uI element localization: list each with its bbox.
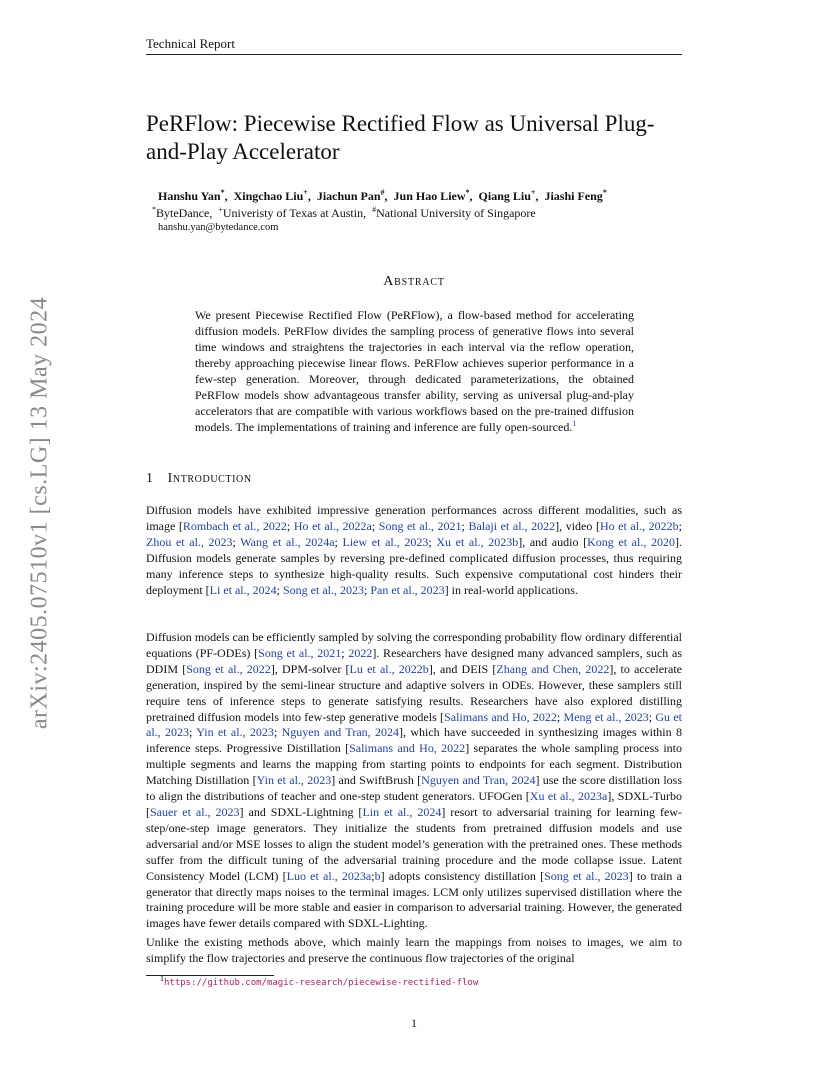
- author-affiliation-mark: *: [220, 188, 225, 197]
- footnote-mark: 1: [160, 974, 164, 983]
- citation-link[interactable]: Ho et al., 2022b: [599, 518, 679, 533]
- abstract-text: We present Piecewise Rectified Flow (PeRFlow), a flow-based method for accelerating diffusion models. PeRFlow divides the sampling process of generative flows into several time windows and straightens the trajectories in each interval via the reflow operation, thereby approaching piecewise linear flows. PeRFlow achieves superior performance in a few-step generation. Moreover, through dedicated parameterizations, the obtained PeRFlow models show advantageous transfer ability, serving as universal plug-and-play accelerators that are compatible with various workflows based on the pre-trained diffusion models. The implementations of training and inference are fully open-sourced.: [195, 308, 634, 434]
- body-text: ;: [341, 645, 349, 660]
- citation-link[interactable]: Song et al., 2022: [186, 661, 271, 676]
- body-text: ], which have succeeded in synthesizing images within 8 inference steps. Progressive Distillation [: [146, 725, 682, 756]
- citation-link[interactable]: Yin et al., 2023: [196, 725, 274, 740]
- citation-link[interactable]: Liew et al., 2023: [342, 534, 429, 549]
- body-text: ;: [648, 709, 656, 724]
- author-affiliation-mark: *: [602, 188, 607, 197]
- citation-link[interactable]: Wang et al., 2024a: [240, 534, 335, 549]
- citation-link[interactable]: Song et al., 2021: [378, 518, 462, 533]
- body-text: ;: [286, 518, 294, 533]
- citation-link[interactable]: Zhou et al., 2023: [146, 534, 233, 549]
- citation-link[interactable]: b: [374, 868, 381, 883]
- arxiv-identifier[interactable]: arXiv:2405.07510v1 [cs.LG] 13 May 2024: [26, 296, 53, 730]
- author-name: Jiashi Feng: [544, 189, 603, 203]
- section-heading: [146, 471, 252, 487]
- section-title: Introduction: [167, 471, 252, 486]
- body-text: ;: [428, 534, 437, 549]
- footnote-rule: [146, 975, 274, 976]
- author-name: Jiachun Pan: [316, 189, 381, 203]
- citation-link[interactable]: Xu et al., 2023a: [529, 789, 608, 804]
- contact-email[interactable]: hanshu.yan@bytedance.com: [158, 222, 279, 233]
- body-text: ] to train a generator that directly maps noises to the terminal images. LCM only utilizes supervised distillation where the training procedure will be more stable and easier in comparison to adversarial training. However, the generated images have fewer details compared with SDXL-Lighting.: [146, 868, 682, 931]
- citation-link[interactable]: Lu et al., 2022b: [349, 661, 429, 676]
- body-text: ]. Diffusion models generate samples by reversing pre-defined complicated diffusion processes, thus requiring many inference steps to synthesize high-quality results. Such expensive computational cost hinders their deployment [: [146, 534, 682, 597]
- paper-title: PeRFlow: Piecewise Rectified Flow as Universal Plug-and-Play Accelerator: [146, 111, 655, 164]
- body-text: ], SDXL-Turbo [: [146, 789, 683, 819]
- body-text: ], and audio [: [518, 534, 588, 549]
- paragraph: [146, 630, 682, 932]
- header-rule: [146, 54, 682, 55]
- footnote-ref[interactable]: 1: [572, 419, 577, 428]
- citation-link[interactable]: Salimans and Ho, 2022: [444, 709, 557, 724]
- body-text: ;: [678, 518, 683, 533]
- body-text: Diffusion models can be efficiently sampled by solving the corresponding probability flow ordinary differential equations (PF-ODEs) [: [146, 630, 682, 660]
- citation-link[interactable]: Song et al., 2023: [282, 582, 364, 597]
- affiliation-mark: #: [372, 205, 377, 214]
- affiliation-name: National University of Singapore: [376, 206, 536, 220]
- body-text: ;: [556, 709, 564, 724]
- body-text: ] and SwiftBrush [: [331, 773, 422, 788]
- body-text: ;: [273, 725, 282, 740]
- affiliation-mark: *: [152, 205, 156, 214]
- citation-link[interactable]: Ho et al., 2022a: [293, 518, 372, 533]
- running-header: Technical Report: [146, 36, 235, 51]
- author-name: Qiang Liu: [478, 189, 531, 203]
- body-text: ] separates the whole sampling process into multiple segments and learns the mapping from starting points to endpoints for each segment. Distribution Matching Distillation [: [146, 741, 682, 788]
- author-affiliation-mark: #: [380, 188, 385, 197]
- citation-link[interactable]: Zhang and Chen, 2022: [496, 661, 610, 676]
- body-text: ;: [371, 868, 375, 883]
- citation-link[interactable]: Meng et al., 2023: [563, 709, 649, 724]
- body-text: ]. Researchers have designed many advanced samplers, such as DDIM [: [146, 645, 683, 676]
- body-text: ] resort to adversarial training for learning few-step/one-step image generators. They initialize the students from pretrained diffusion models and use adversarial and/or MSE losses to align the student model’s generation with the pretrained ones. These methods suffer from the difficult tuning of the adversarial training procedure and the mode collapse issue. Latent Consistency Model (LCM) [: [146, 804, 682, 883]
- citation-link[interactable]: Nguyen and Tran, 2024: [421, 773, 536, 788]
- body-text: ;: [363, 582, 371, 597]
- affiliation-list: *ByteDance, +Univeristy of Texas at Austin, #National University of Singapore: [152, 205, 536, 220]
- body-text: ] adopts consistency distillation [: [380, 868, 545, 883]
- citation-link[interactable]: Li et al., 2024: [209, 582, 277, 597]
- author-name: Xingchao Liu: [233, 189, 304, 203]
- citation-link[interactable]: Sauer et al., 2023: [150, 804, 240, 819]
- citation-link[interactable]: Pan et al., 2023: [370, 582, 445, 597]
- author-name: Hanshu Yan: [158, 189, 221, 203]
- footnote-url[interactable]: https://github.com/magic-research/piecewise-rectified-flow: [164, 978, 479, 988]
- body-text: ;: [276, 582, 283, 597]
- page-number: 1: [411, 1016, 417, 1030]
- body-text: ;: [461, 518, 469, 533]
- affiliation-name: Univeristy of Texas at Austin: [222, 206, 364, 220]
- section-number: 1: [146, 471, 154, 486]
- author-list: Hanshu Yan*, Xingchao Liu+, Jiachun Pan#, Jun Hao Liew*, Qiang Liu+, Jiashi Feng*: [158, 188, 607, 203]
- body-text: ], video [: [555, 518, 600, 533]
- body-text: Diffusion models have exhibited impressive generation performances across different modalities, such as image [: [146, 503, 682, 533]
- citation-link[interactable]: Kong et al., 2020: [587, 534, 675, 549]
- body-text: ], to accelerate generation, inspired by the semi-linear structure and adaptive solvers in ODEs. However, these samplers still require tens of inference steps to generate satisfying results. Researchers have also explored distilling pretrained diffusion models into few-step generative models [: [146, 661, 683, 724]
- abstract-heading: Abstract: [383, 274, 445, 289]
- author-affiliation-mark: +: [303, 188, 308, 197]
- citation-link[interactable]: Luo et al., 2023a: [286, 868, 372, 883]
- affiliation-name: ByteDance: [156, 206, 210, 220]
- citation-link[interactable]: Yin et al., 2023: [256, 773, 332, 788]
- citation-link[interactable]: Salimans and Ho, 2022: [349, 741, 466, 756]
- body-text: ;: [232, 534, 241, 549]
- citation-link[interactable]: 2022: [348, 645, 373, 660]
- citation-link[interactable]: Balaji et al., 2022: [468, 518, 556, 533]
- citation-link[interactable]: Lin et al., 2024: [362, 804, 442, 819]
- footnote: [160, 974, 479, 988]
- body-text: ] and SDXL-Lightning [: [239, 804, 363, 819]
- paragraph: [146, 503, 682, 598]
- citation-link[interactable]: Gu et al., 2023: [146, 709, 682, 740]
- body-text: ;: [334, 534, 343, 549]
- author-affiliation-mark: +: [530, 188, 536, 197]
- citation-link[interactable]: Xu et al., 2023b: [436, 534, 519, 549]
- body-text: ;: [371, 518, 379, 533]
- citation-link[interactable]: Song et al., 2023: [544, 868, 629, 883]
- paragraph: [146, 935, 682, 967]
- abstract-body: [195, 307, 634, 435]
- body-text: ], and DEIS [: [428, 661, 497, 676]
- body-text: ] use the score distillation loss to align the distributions of teacher and one-step student generators. UFOGen [: [146, 773, 682, 804]
- body-text: ;: [189, 725, 197, 740]
- author-affiliation-mark: *: [465, 188, 470, 197]
- body-text: ] in real-world applications.: [444, 582, 578, 597]
- citation-link[interactable]: Rombach et al., 2022: [182, 518, 287, 533]
- body-text: ], DPM-solver [: [270, 661, 350, 676]
- citation-link[interactable]: Nguyen and Tran, 2024: [281, 725, 399, 740]
- affiliation-mark: +: [218, 205, 223, 214]
- body-text: Unlike the existing methods above, which mainly learn the mappings from noises to images, we aim to simplify the flow trajectories and preserve the continuous flow trajectories of the original: [146, 935, 682, 965]
- author-name: Jun Hao Liew: [393, 189, 466, 203]
- citation-link[interactable]: Song et al., 2021: [258, 645, 342, 660]
